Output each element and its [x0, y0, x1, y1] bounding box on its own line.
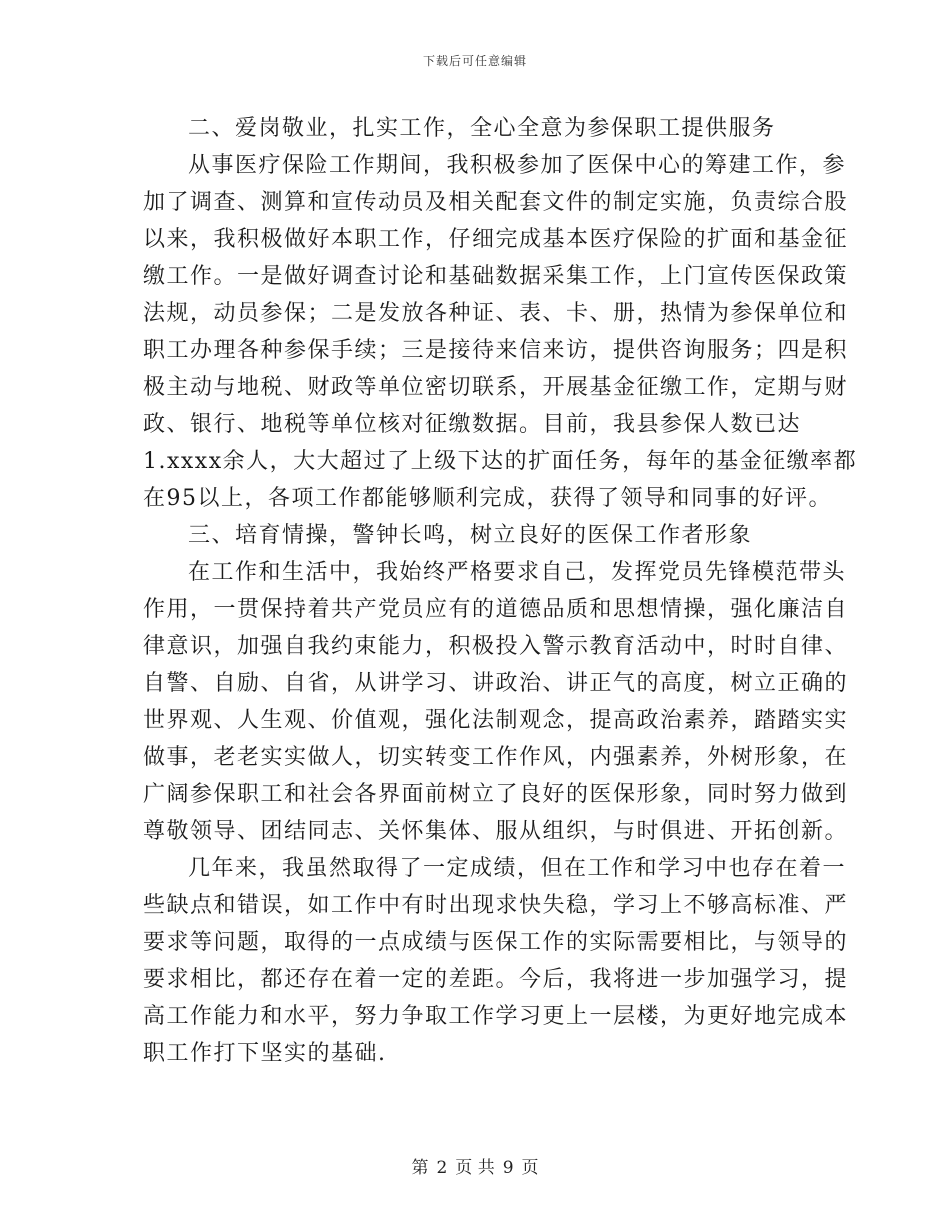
paragraph-line: 广阔参保职工和社会各界面前树立了良好的医保形象，同时努力做到: [143, 782, 849, 807]
paragraph-line: 做事，老老实实做人，切实转变工作作风，内强素养，外树形象，在: [143, 745, 849, 770]
paragraph-line: 政、银行、地税等单位核对征缴数据。目前，我县参保人数已达: [143, 412, 802, 437]
paragraph-line: 从事医疗保险工作期间，我积极参加了医保中心的筹建工作，参: [188, 153, 847, 178]
footer-prefix: 第: [411, 1158, 429, 1178]
paragraph-line: 律意识，加强自我约束能力，积极投入警示教育活动中，时时自律、: [143, 634, 849, 659]
paragraph-line: 尊敬领导、团结同志、关怀集体、服从组织，与时俱进、开拓创新。: [143, 819, 849, 844]
paragraph-line: 缴工作。一是做好调查讨论和基础数据采集工作，上门宣传医保政策: [143, 264, 849, 289]
page-total: 9: [502, 1158, 514, 1178]
paragraph-line: 在95以上，各项工作都能够顺利完成，获得了领导和同事的好评。: [143, 486, 832, 511]
paragraph-line: 职工作打下坚实的基础.: [143, 1041, 387, 1066]
paragraph-line: 作用，一贯保持着共产党员应有的道德品质和思想情操，强化廉洁自: [143, 597, 849, 622]
paragraph-line: 在工作和生活中，我始终严格要求自己，发挥党员先锋模范带头: [188, 560, 847, 585]
page-header: 下载后可任意编辑: [422, 54, 527, 68]
paragraph-line: 法规，动员参保；二是发放各种证、表、卡、册，热情为参保单位和: [143, 301, 849, 326]
paragraph-line: 加了调查、测算和宣传动员及相关配套文件的制定实施，负责综合股: [143, 190, 849, 215]
paragraph-line: 自警、自励、自省，从讲学习、讲政治、讲正气的高度，树立正确的: [143, 671, 849, 696]
page-number: 2: [436, 1158, 448, 1178]
paragraph-line: 要求相比，都还存在着一定的差距。今后，我将进一步加强学习，提: [143, 967, 849, 992]
paragraph-line: 以来，我积极做好本职工作，仔细完成基本医疗保险的扩面和基金征: [143, 227, 849, 252]
section-heading: 二、爱岗敬业，扎实工作，全心全意为参保职工提供服务: [188, 116, 776, 141]
paragraph-line: 些缺点和错误，如工作中有时出现求快失稳，学习上不够高标准、严: [143, 893, 849, 918]
footer-suffix: 页: [521, 1158, 539, 1178]
section-heading: 三、培育情操，警钟长鸣，树立良好的医保工作者形象: [188, 523, 753, 548]
paragraph-line: 世界观、人生观、价值观，强化法制观念，提高政治素养，踏踏实实: [143, 708, 849, 733]
page-footer: [0, 1153, 950, 1178]
document-body: [143, 110, 858, 1072]
paragraph-line: 要求等问题，取得的一点成绩与医保工作的实际需要相比，与领导的: [143, 930, 849, 955]
paragraph-line: 职工办理各种参保手续；三是接待来信来访，提供咨询服务；四是积: [143, 338, 849, 363]
paragraph-line: 1.xxxx余人，大大超过了上级下达的扩面任务，每年的基金征缴率都: [143, 449, 858, 474]
paragraph-line: 几年来，我虽然取得了一定成绩，但在工作和学习中也存在着一: [188, 856, 847, 881]
footer-middle: 页 共: [455, 1158, 495, 1178]
paragraph-line: 高工作能力和水平，努力争取工作学习更上一层楼，为更好地完成本: [143, 1004, 849, 1029]
paragraph-line: 极主动与地税、财政等单位密切联系，开展基金征缴工作，定期与财: [143, 375, 849, 400]
